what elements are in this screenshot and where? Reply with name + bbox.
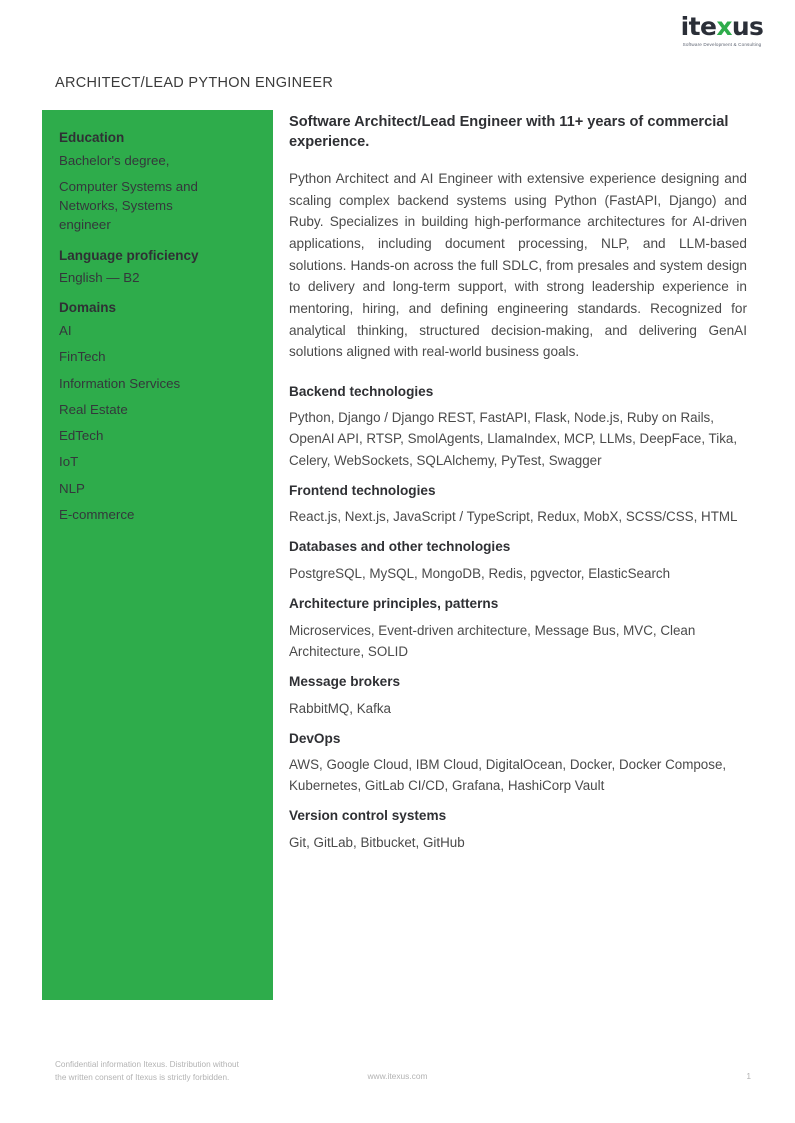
skill-section-message-brokers [289, 672, 747, 719]
sidebar-item-domain-ai: AI [59, 323, 72, 339]
page-footer [0, 1059, 795, 1099]
skill-section-body: Git, GitLab, Bitbucket, GitHub [289, 835, 465, 851]
sidebar-item-field-line3: engineer [59, 217, 111, 233]
skill-section-body: PostgreSQL, MySQL, MongoDB, Redis, pgvector, ElasticSearch [289, 566, 671, 582]
sidebar-item-domain-edtech: EdTech [59, 428, 104, 444]
logo-text-before-x: ite [680, 12, 717, 41]
skill-section-heading: Version control systems [289, 808, 447, 824]
skill-section-heading: Architecture principles, patterns [289, 596, 499, 612]
sidebar-heading-language: Language proficiency [59, 247, 199, 263]
page-number: 1 [746, 1071, 751, 1081]
sidebar-item-field-line2: Networks, Systems [59, 198, 173, 214]
skill-section-heading: Message brokers [289, 673, 401, 689]
skill-section-databases [289, 537, 747, 584]
skill-section-heading: Backend technologies [289, 383, 434, 399]
page-title: ARCHITECT/LEAD PYTHON ENGINEER [55, 75, 334, 91]
sidebar-item-english: English — B2 [59, 270, 140, 286]
skill-section-heading: Databases and other technologies [289, 539, 511, 555]
skill-section-version-control [289, 806, 747, 853]
skill-section-backend [289, 382, 747, 471]
candidate-summary-paragraph: Python Architect and AI Engineer with extensive experience designing and scaling complex backend systems using Python (FastAPI, Django) and Ruby. Specializes in building high-performance architectures for AI-driven applications, including document processing, NLP, and LLM-based solutions. Hands-on across the full SDLC, from presales and system design to delivery and long-term support, with strong leadership experience in mentoring, hiring, and defining engineering standards. Recognized for analytical thinking, structured decision-making, and delivering GenAI solutions aligned with real-world business goals. [289, 171, 747, 360]
sidebar-heading-domains: Domains [59, 300, 117, 316]
sidebar [42, 110, 273, 1000]
logo-tagline: Software Development & Consulting [682, 42, 762, 47]
sidebar-item-domain-real-estate: Real Estate [59, 401, 128, 417]
logo-wordmark [672, 14, 772, 40]
sidebar-item-domain-fintech: FinTech [59, 349, 106, 365]
confidentiality-line-1: Confidential information Itexus. Distribution without [55, 1060, 239, 1069]
skill-section-body: RabbitMQ, Kafka [289, 700, 391, 716]
skill-section-body: Python, Django / Django REST, FastAPI, Flask, Node.js, Ruby on Rails, OpenAI API, RTSP, SmolAgents, LlamaIndex, MCP, LLMs, DeepFace, Tika, Celery, WebSockets, SQLAlchemy, PyTest, Swagger [289, 410, 738, 468]
sidebar-item-domain-iot: IoT [59, 454, 79, 470]
sidebar-item-domain-nlp: NLP [59, 480, 85, 496]
logo-text-after-x: us [731, 12, 764, 41]
logo-x-glyph: x [716, 12, 732, 41]
skill-section-heading: DevOps [289, 730, 341, 746]
skill-section-architecture [289, 594, 747, 662]
sidebar-item-degree: Bachelor's degree, [59, 152, 170, 168]
sidebar-item-field-line1: Computer Systems and [59, 178, 198, 194]
sidebar-item-domain-ecommerce: E-commerce [59, 506, 135, 522]
main-column [289, 112, 747, 863]
itexus-logo [672, 14, 772, 48]
skill-section-body: React.js, Next.js, JavaScript / TypeScript, Redux, MobX, SCSS/CSS, HTML [289, 509, 738, 525]
skill-section-body: AWS, Google Cloud, IBM Cloud, DigitalOcean, Docker, Docker Compose, Kubernetes, GitLab CI/CD, Grafana, HashiCorp Vault [289, 757, 727, 794]
confidentiality-line-2: the written consent of Itexus is strictly forbidden. [55, 1072, 230, 1082]
website-link[interactable]: www.itexus.com [367, 1071, 428, 1081]
skill-section-body: Microservices, Event-driven architecture, Message Bus, MVC, Clean Architecture, SOLID [289, 622, 696, 659]
skill-section-frontend [289, 481, 747, 528]
sidebar-heading-education: Education [59, 130, 125, 145]
sidebar-item-domain-information-services: Information Services [59, 375, 181, 391]
candidate-summary-headline: Software Architect/Lead Engineer with 11+ years of commercial experience. [289, 114, 729, 151]
skill-section-devops [289, 729, 747, 797]
page-header [0, 0, 795, 110]
skill-section-heading: Frontend technologies [289, 482, 436, 498]
